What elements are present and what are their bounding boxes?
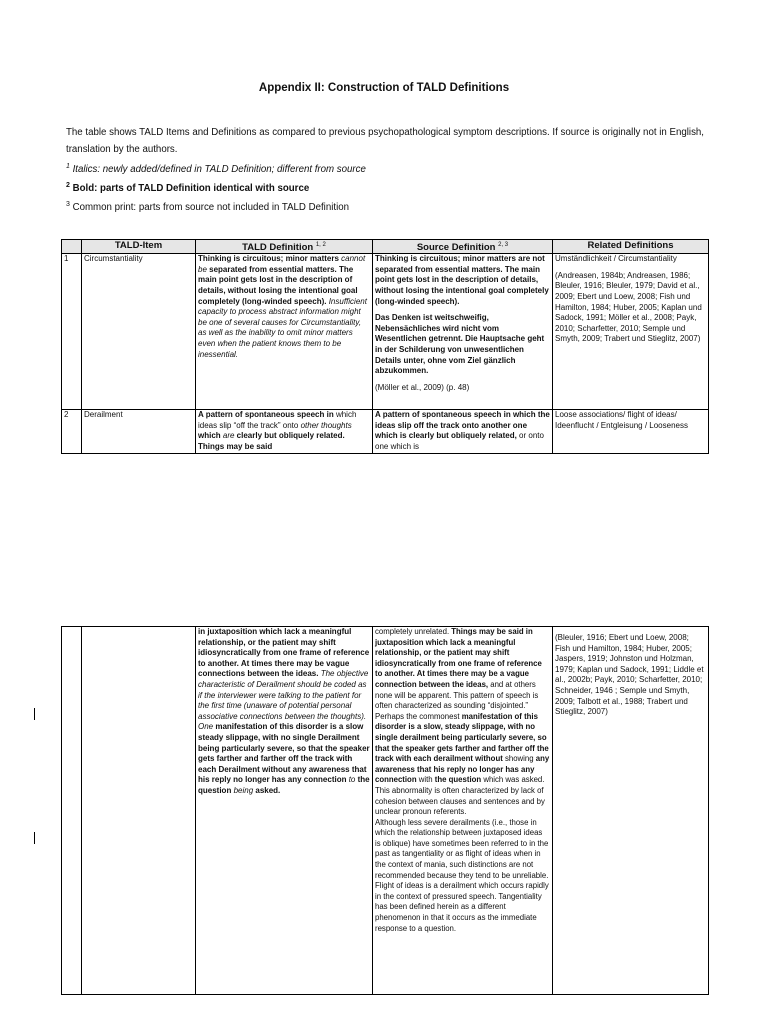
header-source-definition: Source Definition $^{2, 3}$ bbox=[373, 240, 553, 254]
table-row bbox=[62, 627, 709, 995]
margin-marker bbox=[34, 832, 35, 844]
source-definition-cell: A pattern of spontaneous speech in which the ideas slip off the track onto another one which is clearly but obliquely related, or onto one which is bbox=[373, 410, 553, 453]
margin-marker bbox=[34, 708, 35, 720]
note-bold: $^2$ Bold: parts of TALD Definition identical with source bbox=[66, 182, 310, 195]
related-definitions-cell: (Bleuler, 1916; Ebert und Loew, 2008; Fish und Hamilton, 1984; Huber, 2005; Jaspers, 1919; Johnston und Holzman, 1979; Kaplan und Sadock, 1991; Liddle et al., 2002b; Payk, 2010; Scharfetter, 2010; Schneider, 1946 ; Semple und Smyth, 2009; Talbott et al., 1988; Trabert und Stieglitz, 2007) bbox=[553, 627, 709, 995]
note-common-print: $^3$ Common print: parts from source not included in TALD Definition bbox=[66, 201, 349, 214]
table-row bbox=[62, 254, 709, 410]
intro-paragraph: The table shows TALD Items and Definitions as compared to previous psychopathological symptom descriptions. If source is originally not in English, translation by the authors. bbox=[66, 127, 704, 155]
header-item: TALD-Item bbox=[82, 240, 196, 254]
row-item: Derailment bbox=[82, 410, 196, 453]
row-number: 1 bbox=[62, 254, 82, 410]
row-number: 2 bbox=[62, 410, 82, 453]
source-definition-cell: Thinking is circuitous; minor matters are not separated from essential matters. The main point gets lost in the description of details, without losing the intentional goal completely (long-winded speech). Das Denken ist weitschweifig, Nebensächliches wird nicht vom Wesentlichen getrennt. Die Hauptsache geht in der Schilderung von unwesentlichen Details unter, ohne vom Ziel gänzlich abzukommen. (Möller et al., 2009) (p. 48) bbox=[373, 254, 553, 410]
header-related-definitions: Related Definitions bbox=[553, 240, 709, 254]
row-item bbox=[82, 627, 196, 995]
row-item: Circumstantiality bbox=[82, 254, 196, 410]
definitions-table bbox=[61, 239, 709, 454]
header-tald-definition: TALD Definition $^{1, 2}$ bbox=[196, 240, 373, 254]
table-row bbox=[62, 410, 709, 453]
source-definition-cell: completely unrelated. Things may be said in juxtaposition which lack a meaningful relationship, or the patient may shift idiosyncratically from one frame of reference to another. At times there may be a vague connection between the ideas, and at others none will be apparent. This pattern of speech is often characterized as sounding “disjointed.” Perhaps the commonest manifestation of this disorder is a slow, steady slippage, with no single derailment being particularly severe, so that the speaker gets farther and farther off the track with each derailment without showing any awareness that his reply no longer has any connection with the question which was asked. This abnormality is often characterized by lack of cohesion between clauses and sentences and by unclear pronoun referents. Although less severe derailments (i.e., those in which the relationship between juxtaposed ideas is oblique) have sometimes been referred to in the past as tangentiality or as flight of ideas when in the context of mania, such distinctions are not recommended because they tend to be unreliable. Flight of ideas is a derailment which occurs rapidly in the context of pressured speech. Tangentiality has been defined herein as a different phenomenon in that it occurs as the immediate response to a question. bbox=[373, 627, 553, 995]
tald-definition-cell: A pattern of spontaneous speech in which ideas slip “off the track” onto other thoughts which are clearly but obliquely related. Things may be said bbox=[196, 410, 373, 453]
definitions-table-continued bbox=[61, 626, 709, 995]
note-italics: $^1$ Italics: newly added/defined in TALD Definition; different from source bbox=[66, 163, 366, 176]
tald-definition-cell: Thinking is circuitous; minor matters cannot be separated from essential matters. The main point gets lost in the description of details, without losing the intentional goal completely (long-winded speech). Insufficient capacity to process abstract information might be one of several causes for Circumstantiality, as well as the inability to omit minor matters even when the patient knows them to be inessential. bbox=[196, 254, 373, 410]
tald-definition-cell: in juxtaposition which lack a meaningful relationship, or the patient may shift idiosyncratically from one frame of reference to another. At times there may be vague connections between the ideas. The objective characteristic of Derailment should be coded as if the interviewer were talking to the patient for the first time (unaware of potential personal associative connections between the thoughts). One manifestation of this disorder is a slow steady slippage, with no single Derailment being particularly severe, so that the speaker gets farther and farther off the track with each Derailment without any awareness that his reply no longer has any connection to the question being asked. bbox=[196, 627, 373, 995]
related-definitions-cell: Loose associations/ flight of ideas/ Ideenflucht / Entgleisung / Looseness bbox=[553, 410, 709, 453]
header-number bbox=[62, 240, 82, 254]
table-header-row bbox=[62, 240, 709, 254]
related-definitions-cell: Umständlichkeit / Circumstantiality (Andreasen, 1984b; Andreasen, 1986; Bleuler, 1916; Bleuler, 1979; David et al., 2009; Ebert und Loew, 2008; Fish und Hamilton, 1984; Huber, 2005; Kaplan und Sadock, 1991; Möller et al., 2008; Payk, 2010; Scharfetter, 2010; Semple und Smyth, 2009; Trabert und Stieglitz, 2007) bbox=[553, 254, 709, 410]
page-title: Appendix II: Construction of TALD Definitions bbox=[258, 82, 510, 94]
row-number bbox=[62, 627, 82, 995]
